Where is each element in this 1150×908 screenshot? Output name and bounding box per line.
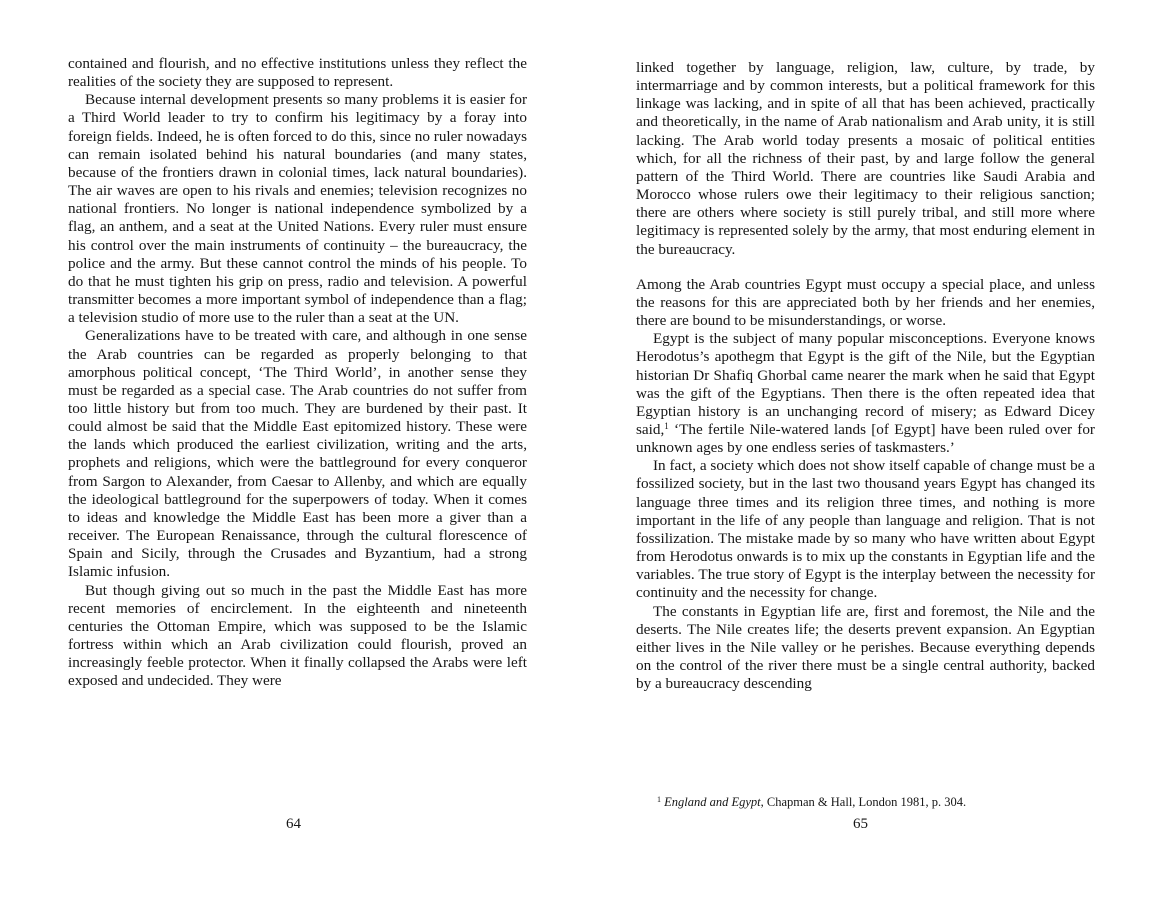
- footnote-book-title: England and Egypt: [664, 795, 761, 809]
- section-opening-paragraph: Among the Arab countries Egypt must occupy a special place, and unless the reasons for this are appreciated both by her friends and her enemies, there are bound to be misunderstandings, or worse.: [636, 275, 1095, 330]
- page-number: 64: [286, 816, 301, 832]
- paragraph-with-footnote-ref: [636, 330, 1095, 457]
- paragraph: In fact, a society which does not show itself capable of change must be a fossilized society, but in the last two thousand years Egypt has changed its language three times and its religion three times, and nothing is more important in the life of any people than language and religion. That is not fossilization. The mistake made by so many who have written about Egypt from Herodotus onwards is to mix up the constants in Egyptian life and the variables. The true story of Egypt is the interplay between the necessity for continuity and the necessity for change.: [636, 457, 1095, 602]
- paragraph: Because internal development presents so many problems it is easier for a Third World leader to try to confirm his legitimacy by a foray into foreign fields. Indeed, he is often forced to do this, since no ruler nowadays can remain isolated behind his natural boundaries (and many states, because of the frontiers drawn in colonial times, lack natural boundaries). The air waves are open to his rivals and enemies; television recognizes no national frontiers. No longer is national independence symbolized by a flag, an anthem, and a seat at the United Nations. Every ruler must ensure his control over the main instruments of continuity – the bureaucracy, the police and the army. But these cannot control the minds of his people. To do that he must tighten his grip on press, radio and television. A powerful transmitter becomes a more important symbol of independence than a flag; a television studio of more use to the ruler than a seat at the UN.: [68, 91, 527, 327]
- paragraph-text: Egypt is the subject of many popular misconceptions. Everyone knows Herodotus’s apothegm that Egypt is the gift of the Nile, but the Egyptian historian Dr Shafiq Ghorbal came nearer the mark when he said that Egypt was the gift of the Egyptians. Then there is the often repeated idea that Egyptian history is an unchanging record of misery; as Edward Dicey said,: [636, 330, 1095, 438]
- paragraph: The constants in Egyptian life are, first and foremost, the Nile and the deserts. The Nile creates life; the deserts prevent expansion. An Egyptian either lives in the Nile valley or he perishes. Because everything depends on the control of the river there must be a single central authority, backed by a bureaucracy descending: [636, 602, 1095, 693]
- left-page-body: [68, 55, 527, 690]
- footnote-citation: , Chapman & Hall, London 1981, p. 304.: [760, 795, 967, 809]
- right-page: [575, 0, 1150, 908]
- paragraph: But though giving out so much in the past the Middle East has more recent memories of encirclement. In the eighteenth and nineteenth centuries the Ottoman Empire, which was supposed to be the Islamic fortress within which an Arab civilization could flourish, proved an increasingly feeble protector. When it finally collapsed the Arabs were left exposed and undecided. They were: [68, 581, 527, 690]
- right-page-body: [636, 59, 1095, 693]
- footnote: [657, 792, 1097, 810]
- page-number: 65: [853, 816, 868, 832]
- footnote-marker: 1: [657, 795, 661, 804]
- paragraph-text: ‘The fertile Nile-watered lands [of Egypt] have been ruled over for unknown ages by one endless series of taskmasters.’: [636, 420, 1095, 457]
- paragraph: contained and flourish, and no effective institutions unless they reflect the realities of the society they are supposed to represent.: [68, 55, 527, 91]
- paragraph: linked together by language, religion, law, culture, by trade, by intermarriage and by common interests, but a political framework for this linkage was lacking, and in spite of all that has been achieved, practically and theoretically, in the name of Arab nationalism and Arab unity, it is still lacking. The Arab world today presents a mosaic of political entities which, for all the richness of their past, by and large follow the general pattern of the Third World. There are countries like Saudi Arabia and Morocco whose rulers owe their legitimacy to their religious sanction; there are others where society is still purely tribal, and still more where legitimacy is represented solely by the army, that most enduring element in the bureaucracy.: [636, 59, 1095, 258]
- footnote-reference: 1: [664, 420, 669, 431]
- paragraph: Generalizations have to be treated with care, and although in one sense the Arab countries can be regarded as properly belonging to that amorphous political concept, ‘The Third World’, in another sense they must be regarded as a special case. The Arab countries do not suffer from too little history but from too much. They are burdened by their past. It could almost be said that the Middle East epitomized history. These were the lands which produced the earliest civilization, writing and the arts, prophets and religions, which were the battleground for every conqueror from Sargon to Alexander, from Caesar to Allenby, and which are equally the ideological battleground for the superpowers of today. When it comes to ideas and knowledge the Middle East has been more a giver than a receiver. The European Renaissance, through the cultural florescence of Spain and Sicily, through the Crusades and Byzantium, had a strong Islamic infusion.: [68, 327, 527, 581]
